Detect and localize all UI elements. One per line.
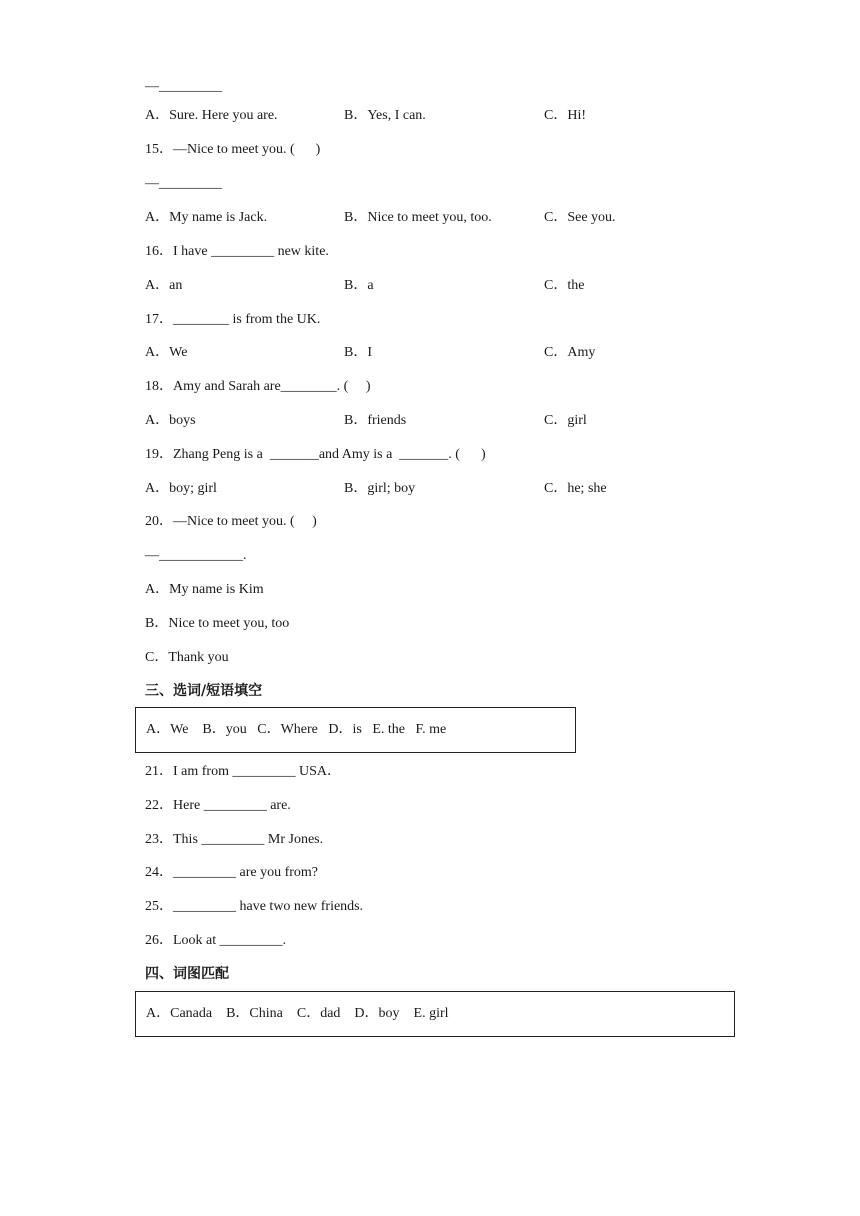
q17-option-b: B．I [344, 345, 372, 360]
section4-word-bank-box [135, 991, 735, 1037]
q20-option-c: C．Thank you [145, 650, 229, 665]
q18-option-c: C．girl [544, 413, 587, 428]
q17-option-a: A．We [145, 345, 188, 360]
q16-option-a: A．an [145, 278, 183, 293]
q14-answer-line: —_________ [145, 79, 222, 94]
q20-option-b: B．Nice to meet you, too [145, 616, 290, 631]
q16-option-b: B．a [344, 278, 374, 293]
section3-heading: 三、选词/短语填空 [145, 683, 263, 699]
q17-option-c: C．Amy [544, 345, 596, 360]
q22-item: 22．Here _________ are. [145, 798, 291, 813]
q16-option-c: C．the [544, 278, 585, 293]
q14-option-a: A．Sure. Here you are. [145, 108, 278, 123]
q19-option-a: A．boy; girl [145, 481, 217, 496]
q15-answer-line: —_________ [145, 176, 222, 191]
section3-word-bank: A．We B．you C．Where D．is E. the F. me [146, 722, 447, 737]
section3-word-bank-box [135, 707, 576, 753]
q14-option-b: B．Yes, I can. [344, 108, 426, 123]
q19-option-c: C．he; she [544, 481, 607, 496]
q17-stem: 17．________ is from the UK. [145, 312, 321, 327]
q19-stem: 19．Zhang Peng is a _______and Amy is a _______. ( ) [145, 447, 486, 462]
q23-item: 23．This _________ Mr Jones. [145, 832, 324, 847]
q18-option-b: B．friends [344, 413, 407, 428]
q15-option-b: B．Nice to meet you, too. [344, 210, 492, 225]
q20-answer-line: —____________. [145, 548, 247, 563]
section4-word-bank: A．Canada B．China C．dad D．boy E. girl [146, 1006, 449, 1021]
q20-stem: 20．—Nice to meet you. ( ) [145, 514, 317, 529]
q26-item: 26．Look at _________. [145, 933, 287, 948]
q16-stem: 16．I have _________ new kite. [145, 244, 329, 259]
q25-item: 25．_________ have two new friends. [145, 899, 364, 914]
section4-heading: 四、词图匹配 [145, 966, 229, 982]
q15-option-c: C．See you. [544, 210, 616, 225]
q20-option-a: A．My name is Kim [145, 582, 264, 597]
q19-option-b: B．girl; boy [344, 481, 416, 496]
q18-option-a: A．boys [145, 413, 196, 428]
q18-stem: 18．Amy and Sarah are________. ( ) [145, 379, 371, 394]
q15-stem: 15．—Nice to meet you. ( ) [145, 142, 321, 157]
q14-option-c: C．Hi! [544, 108, 586, 123]
q24-item: 24．_________ are you from? [145, 865, 319, 880]
q21-item: 21．I am from _________ USA． [145, 764, 341, 779]
q15-option-a: A．My name is Jack. [145, 210, 268, 225]
